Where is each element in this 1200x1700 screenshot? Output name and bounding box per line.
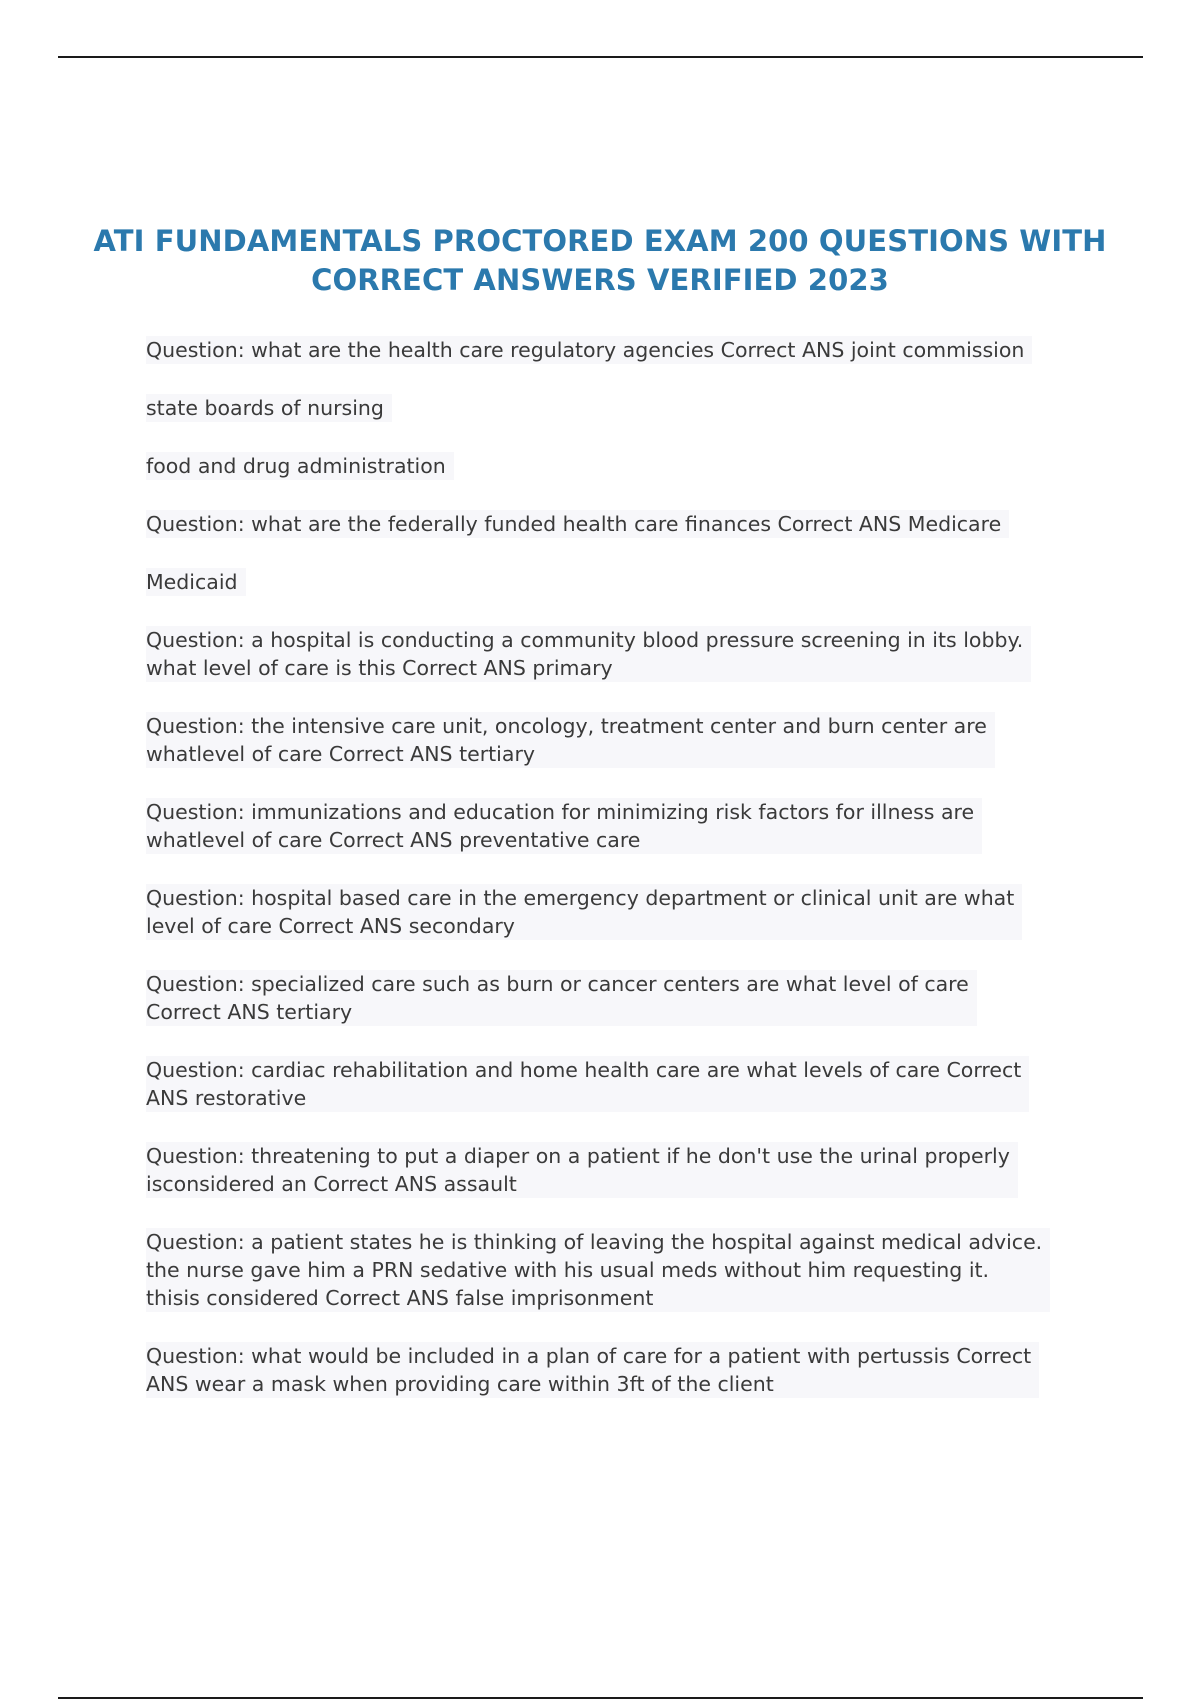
text-line: ANS wear a mask when providing care within 3ft of the client	[146, 1372, 774, 1396]
qa-paragraph-text	[146, 1228, 1050, 1312]
qa-paragraph	[146, 1342, 1096, 1398]
qa-paragraph-text	[146, 884, 1022, 940]
text-line: Question: what would be included in a plan of care for a patient with pertussis Correct	[146, 1344, 1032, 1368]
text-line: ANS restorative	[146, 1086, 307, 1110]
qa-paragraph-text	[146, 452, 454, 480]
text-line: Question: a hospital is conducting a community blood pressure screening in its lobby.	[146, 628, 1024, 652]
text-line: Correct ANS tertiary	[146, 1000, 353, 1024]
paragraph-spacer	[146, 1026, 1096, 1056]
text-line: what level of care is this Correct ANS primary	[146, 656, 613, 680]
qa-paragraph	[146, 568, 1096, 596]
qa-paragraph	[146, 1142, 1096, 1198]
text-line: Question: threatening to put a diaper on a patient if he don't use the urinal properly	[146, 1144, 1010, 1168]
qa-paragraph	[146, 336, 1096, 364]
qa-paragraph	[146, 452, 1096, 480]
qa-paragraph-text	[146, 1342, 1039, 1398]
title-line-2: CORRECT ANSWERS VERIFIED 2023	[311, 263, 889, 297]
qa-paragraph-text	[146, 1056, 1029, 1112]
text-line: Medicaid	[146, 570, 238, 594]
text-line: whatlevel of care Correct ANS tertiary	[146, 742, 535, 766]
qa-paragraph-text	[146, 510, 1009, 538]
text-line: Question: a patient states he is thinking of leaving the hospital against medical advice.	[146, 1230, 1043, 1254]
qa-paragraph	[146, 1056, 1096, 1112]
title-line-1: ATI FUNDAMENTALS PROCTORED EXAM 200 QUESTIONS WITH	[93, 224, 1107, 258]
qa-paragraph-text	[146, 568, 246, 596]
paragraph-spacer	[146, 854, 1096, 884]
text-line: isconsidered an Correct ANS assault	[146, 1172, 517, 1196]
qa-paragraph-text	[146, 712, 995, 768]
qa-paragraph	[146, 394, 1096, 422]
text-line: Question: hospital based care in the emergency department or clinical unit are what	[146, 886, 1015, 910]
qa-paragraph-text	[146, 970, 977, 1026]
bottom-rule	[58, 1697, 1143, 1699]
qa-paragraph-text	[146, 798, 982, 854]
text-line: state boards of nursing	[146, 396, 384, 420]
qa-paragraph-text	[146, 1142, 1018, 1198]
text-line: level of care Correct ANS secondary	[146, 914, 515, 938]
paragraph-spacer	[146, 1312, 1096, 1342]
paragraph-spacer	[146, 422, 1096, 452]
qa-paragraph	[146, 712, 1096, 768]
paragraph-spacer	[146, 480, 1096, 510]
document-body	[146, 336, 1096, 1398]
qa-paragraph	[146, 510, 1096, 538]
text-line: thisis considered Correct ANS false imprisonment	[146, 1286, 654, 1310]
paragraph-spacer	[146, 538, 1096, 568]
paragraph-spacer	[146, 940, 1096, 970]
qa-paragraph	[146, 798, 1096, 854]
qa-paragraph-text	[146, 394, 392, 422]
qa-paragraph	[146, 626, 1096, 682]
text-line: Question: the intensive care unit, oncology, treatment center and burn center are	[146, 714, 987, 738]
paragraph-spacer	[146, 1112, 1096, 1142]
paragraph-spacer	[146, 596, 1096, 626]
text-line: Question: immunizations and education for minimizing risk factors for illness are	[146, 800, 975, 824]
top-rule	[58, 56, 1143, 58]
qa-paragraph-text	[146, 336, 1032, 364]
text-line: whatlevel of care Correct ANS preventative care	[146, 828, 641, 852]
qa-paragraph	[146, 970, 1096, 1026]
qa-paragraph	[146, 1228, 1096, 1312]
document-title	[60, 222, 1140, 300]
text-line: Question: what are the federally funded health care finances Correct ANS Medicare	[146, 512, 1002, 536]
paragraph-spacer	[146, 364, 1096, 394]
text-line: Question: specialized care such as burn or cancer centers are what level of care	[146, 972, 969, 996]
qa-paragraph	[146, 884, 1096, 940]
text-line: the nurse gave him a PRN sedative with his usual meds without him requesting it.	[146, 1258, 990, 1282]
paragraph-spacer	[146, 1198, 1096, 1228]
qa-paragraph-text	[146, 626, 1031, 682]
text-line: Question: what are the health care regulatory agencies Correct ANS joint commission	[146, 338, 1025, 362]
paragraph-spacer	[146, 768, 1096, 798]
paragraph-spacer	[146, 682, 1096, 712]
text-line: food and drug administration	[146, 454, 446, 478]
text-line: Question: cardiac rehabilitation and home health care are what levels of care Correct	[146, 1058, 1022, 1082]
